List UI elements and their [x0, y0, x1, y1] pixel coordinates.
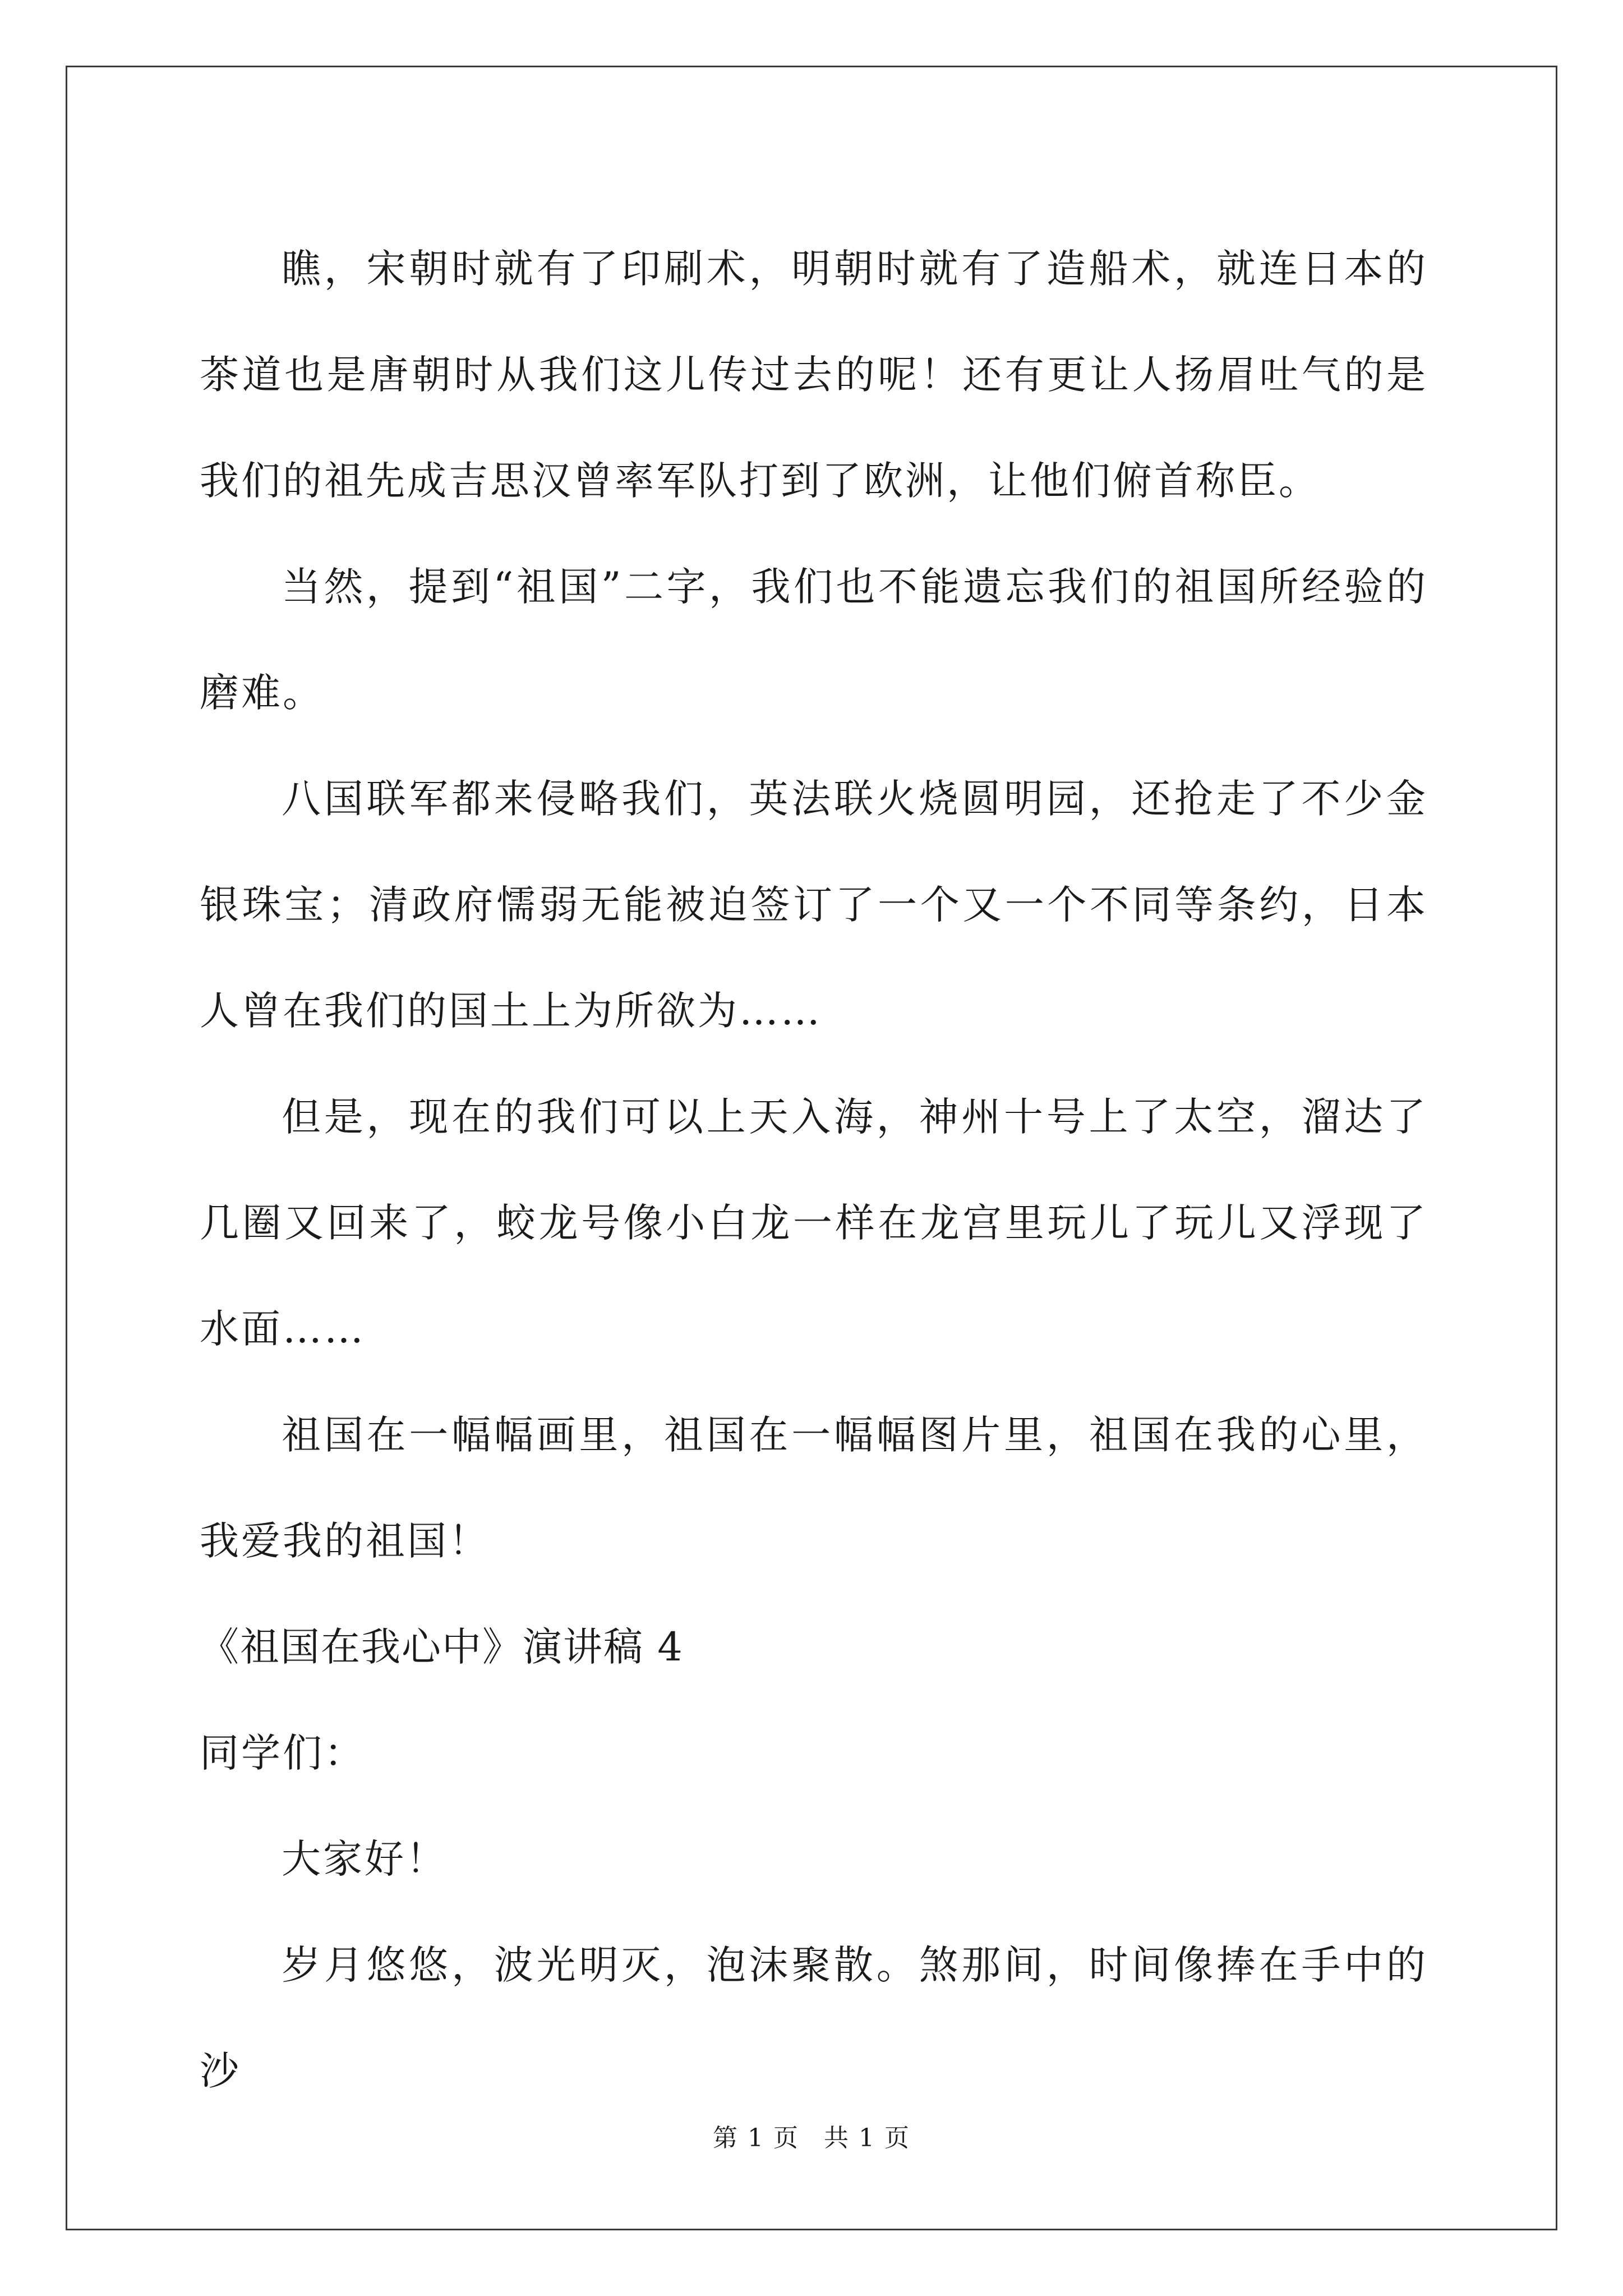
greeting: 大家好！ [282, 1836, 448, 1882]
paragraph: 八国联军都来侵略我们，英法联火烧圆明园，还抢走了不少金银珠宝；清政府懦弱无能被迫签订了一个又一个不同等条约，日本人曾在我们的国土上为所欲为…… [200, 776, 1428, 1034]
page-footer [0, 2118, 1623, 2154]
paragraph: 岁月悠悠，波光明灭，泡沫聚散。煞那间，时间像捧在手中的沙 [200, 1942, 1428, 2094]
page-number: 第 1 页 [713, 2124, 799, 2152]
page-total: 共 1 页 [824, 2124, 910, 2152]
document-body [200, 216, 1428, 2124]
salutation: 同学们： [200, 1730, 366, 1776]
paragraph: 但是，现在的我们可以上天入海，神州十号上了太空，溜达了几圈又回来了，蛟龙号像小白龙一样在龙宫里玩儿了玩儿又浮现了水面…… [200, 1094, 1428, 1352]
paragraph: 当然，提到“祖国”二字，我们也不能遗忘我们的祖国所经验的磨难。 [200, 564, 1428, 716]
section-title: 《祖国在我心中》演讲稿 4 [200, 1624, 684, 1670]
paragraph: 瞧，宋朝时就有了印刷术，明朝时就有了造船术，就连日本的茶道也是唐朝时从我们这儿传过去的呢！还有更让人扬眉吐气的是我们的祖先成吉思汉曾率军队打到了欧洲，让他们俯首称臣。 [200, 246, 1428, 504]
paragraph: 祖国在一幅幅画里，祖国在一幅幅图片里，祖国在我的心里，我爱我的祖国！ [200, 1412, 1428, 1564]
